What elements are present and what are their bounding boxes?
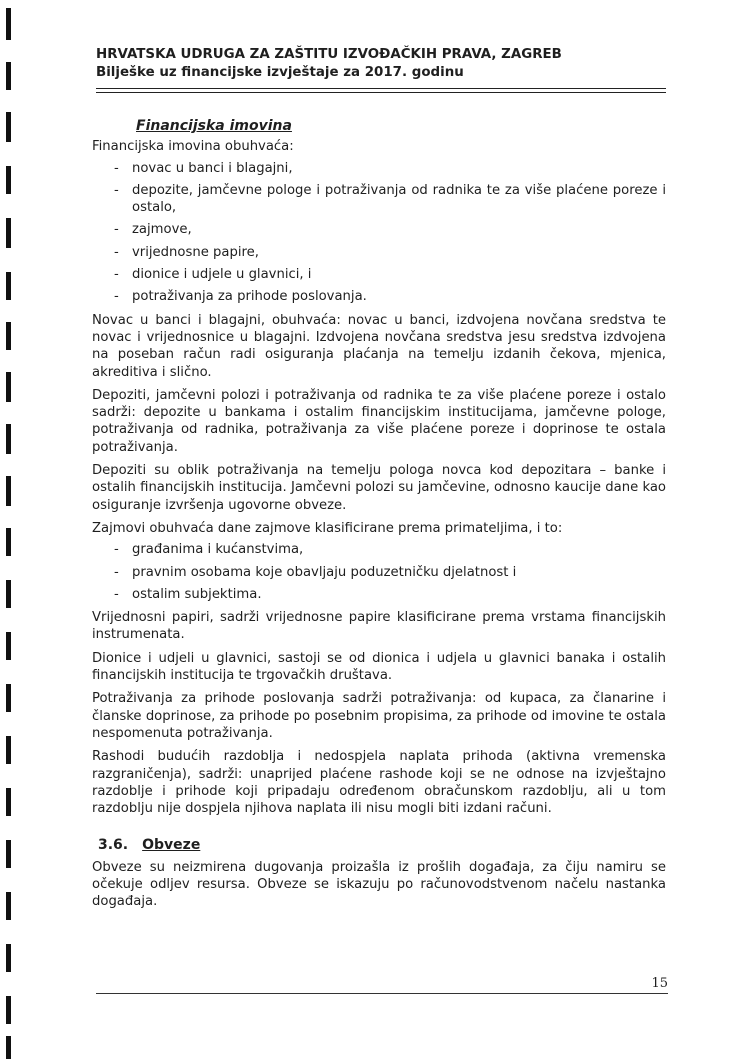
paragraph-shares: Dionice i udjeli u glavnici, sastoji se od dionica i udjela u glavnici banaka i ostalih financijskih institucija te trgovačkih društava. (92, 650, 666, 684)
section-heading-obligations (98, 837, 666, 854)
binder-mark (6, 1036, 11, 1059)
list-item: - građanima i kućanstvima, (92, 541, 666, 558)
binder-mark (6, 62, 11, 90)
binder-mark (6, 996, 11, 1024)
binder-mark (6, 372, 11, 402)
binder-mark (6, 476, 11, 506)
paragraph-loans: Zajmovi obuhvaća dane zajmove klasificirane prema primateljima, i to: (92, 520, 563, 536)
list-item: - ostalim subjektima. (92, 586, 666, 603)
binder-mark (6, 322, 11, 350)
paragraph-cash: Novac u banci i blagajni, obuhvaća: novac u banci, izdvojena novčana sredstva te novac i vrijednosnice u blagajni. Izdvojena novčana sredstva jesu sredstva izdvojena na poseban račun radi osiguranja plaćanja na temelju izdanih čekova, mjenica, akreditiva i slično. (92, 312, 666, 380)
list-item: - vrijednosne papire, (92, 244, 666, 261)
section-title-financial-assets: Financijska imovina (136, 118, 292, 134)
binder-mark (6, 580, 11, 608)
list-item: - novac u banci i blagajni, (92, 160, 666, 177)
binder-mark (6, 166, 11, 194)
asset-list (92, 160, 666, 306)
binder-mark (6, 632, 11, 660)
binder-mark (6, 892, 11, 920)
paragraph-deferred-expenses: Rashodi budućih razdoblja i nedospjela naplata prihoda (aktivna vremenska razgraničenja), sadrži: unaprijed plaćene rashode koji se ne odnose na izvještajno razdoblje i prihode koji pripadaju određenom obračunskom razdoblju, ali u tom razdoblju nije dospjela njihova naplata ili nisu mogli biti izdani računi. (92, 749, 666, 817)
paragraph-deposits: Depoziti, jamčevni polozi i potraživanja od radnika te za više plaćene poreze i ostalo sadrži: depozite u bankama i ostalim financijskim institucijama, jamčevne pologe, potraživanja od radnika, potraživanja za više plaćene poreze i doprinose te ostala potraživanja. (92, 387, 666, 455)
section-title-obligations: Obveze (142, 837, 201, 854)
binder-mark (6, 528, 11, 556)
paragraph-intro: Financijska imovina obuhvaća: (92, 139, 294, 155)
paragraph-receivables: Potraživanja za prihode poslovanja sadrži potraživanja: od kupaca, za članarine i članske doprinose, za prihode po posebnim propisima, za prihode od imovine te ostala nespomenuta potraživanja. (92, 691, 666, 741)
header-subtitle: Bilješke uz financijske izvještaje za 2017. godinu (96, 65, 464, 80)
document-body (92, 118, 666, 917)
list-item: - pravnim osobama koje obavljaju poduzetničku djelatnost i (92, 564, 666, 581)
loan-list (92, 541, 666, 603)
list-item: - zajmove, (92, 221, 666, 238)
paragraph-deposits-definition: Depoziti su oblik potraživanja na temelju pologa novca kod depozitara – banke i ostalih financijskih institucija. Jamčevni polozi su jamčevine, odnosno kaucije dane kao osiguranje izvršenja ugovorne obveze. (92, 463, 666, 513)
header-rule (96, 92, 666, 93)
binder-mark (6, 112, 11, 142)
binder-mark (6, 218, 11, 248)
binder-mark (6, 684, 11, 712)
binder-mark (6, 788, 11, 816)
binder-mark (6, 736, 11, 764)
list-item: - dionice i udjele u glavnici, i (92, 266, 666, 283)
binder-mark (6, 272, 11, 300)
paragraph-obligations: Obveze su neizmirena dugovanja proizašla iz prošlih događaja, za čiju namiru se očekuje odljev resursa. Obveze se iskazuju po računovodstvenom načelu nastanka događaja. (92, 859, 666, 910)
header-rule (96, 88, 666, 89)
list-item: - depozite, jamčevne pologe i potraživanja od radnika te za više plaćene poreze i ostalo, (92, 182, 666, 217)
page-number: 15 (651, 976, 668, 991)
header-organization: HRVATSKA UDRUGA ZA ZAŠTITU IZVOĐAČKIH PRAVA, ZAGREB (96, 47, 562, 62)
page-header (96, 46, 666, 82)
list-item: - potraživanja za prihode poslovanja. (92, 288, 666, 305)
binder-mark (6, 840, 11, 868)
section-number: 3.6. (98, 837, 129, 854)
binder-mark (6, 944, 11, 972)
binder-mark (6, 8, 11, 40)
footer-rule (96, 993, 668, 994)
paragraph-securities: Vrijednosni papiri, sadrži vrijednosne papire klasificirane prema vrstama financijskih instrumenata. (92, 610, 666, 643)
binder-mark (6, 424, 11, 454)
